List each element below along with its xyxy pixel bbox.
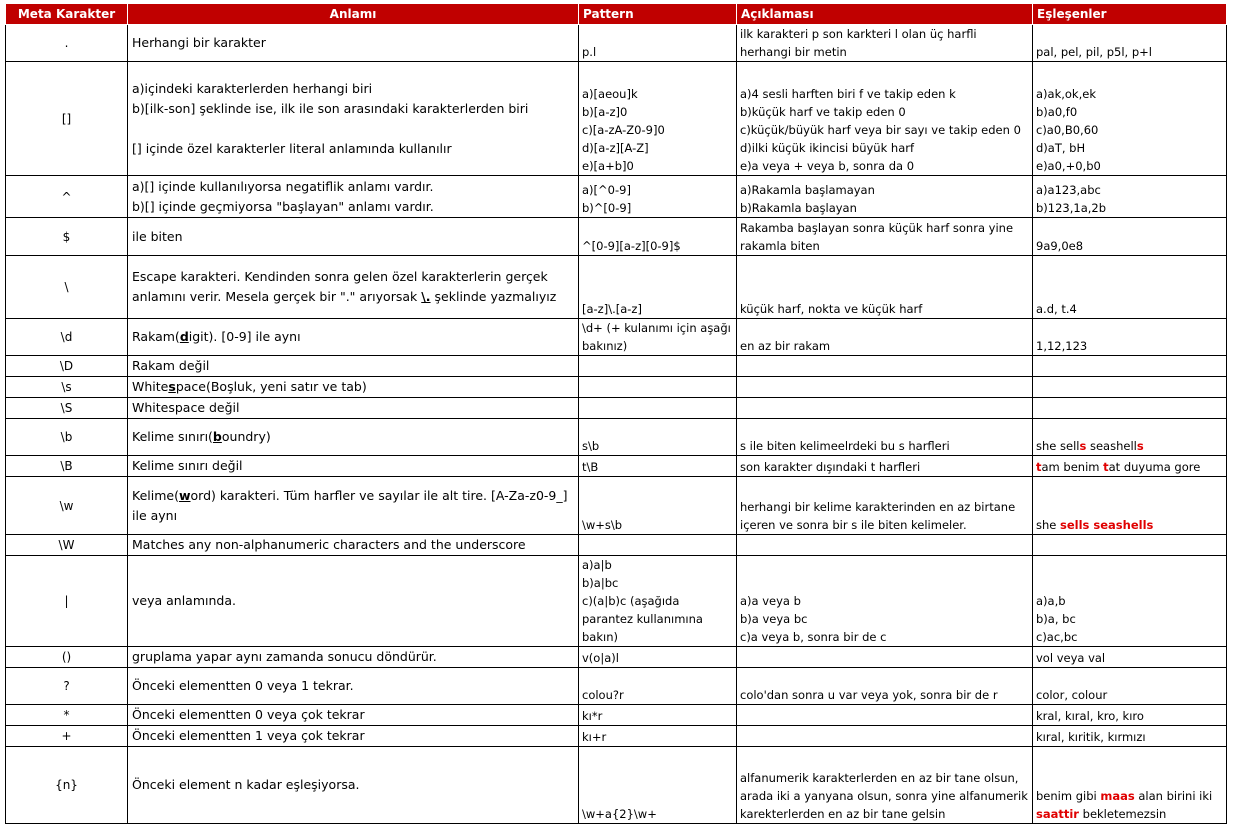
plain-text: seashell xyxy=(1086,439,1137,453)
highlight-text: saattir xyxy=(1036,807,1079,821)
table-row xyxy=(6,356,1227,377)
plain-text: she xyxy=(1036,518,1061,532)
cell-line: ile biten xyxy=(132,228,183,244)
cell-anlam xyxy=(128,556,579,647)
cell-line: Herhangi bir karakter xyxy=(132,35,266,50)
table-row xyxy=(6,668,1227,705)
cell-line: a)[] içinde kullanılıyorsa negatiflik anlamı vardır. xyxy=(132,178,434,194)
cell-eslesen xyxy=(1033,62,1227,176)
plain-text: am benim xyxy=(1041,460,1104,474)
header-meta: Meta Karakter xyxy=(6,4,128,25)
cell-meta: ^ xyxy=(6,176,128,218)
cell-eslesen xyxy=(1033,726,1227,747)
cell-line: b)Rakamla başlayan xyxy=(740,201,857,215)
cell-pattern xyxy=(579,356,737,377)
cell-eslesen xyxy=(1033,456,1227,477)
cell-eslesen xyxy=(1033,398,1227,419)
cell-pattern xyxy=(579,256,737,319)
cell-meta: \s xyxy=(6,377,128,398)
cell-pattern xyxy=(579,668,737,705)
cell-eslesen xyxy=(1033,747,1227,824)
cell-eslesen xyxy=(1033,319,1227,356)
cell-aciklama xyxy=(737,319,1033,356)
cell-line: a)a,b xyxy=(1036,594,1066,608)
table-row xyxy=(6,218,1227,256)
cell-line: [] içinde özel karakterler literal anlamında kullanılır xyxy=(132,140,452,156)
cell-meta: \S xyxy=(6,398,128,419)
cell-anlam xyxy=(128,256,579,319)
cell-line: \w+s\b xyxy=(582,518,623,532)
cell-line: vol veya val xyxy=(1036,651,1106,665)
cell-aciklama xyxy=(737,556,1033,647)
cell-eslesen xyxy=(1033,256,1227,319)
cell-line: c)a veya b, sonra bir de c xyxy=(740,630,887,644)
cell-line: a)[aeou]k xyxy=(582,87,638,101)
cell-pattern xyxy=(579,377,737,398)
cell-anlam xyxy=(128,456,579,477)
table-row xyxy=(6,419,1227,456)
cell-line: a)a veya b xyxy=(740,594,801,608)
cell-line: b)a|bc xyxy=(582,576,619,590)
emphasis-text: b xyxy=(212,429,222,444)
cell-pattern xyxy=(579,477,737,535)
cell-aciklama xyxy=(737,456,1033,477)
cell-meta: * xyxy=(6,705,128,726)
plain-text: at duyuma gore xyxy=(1108,460,1201,474)
cell-meta: [] xyxy=(6,62,128,176)
cell-line: d)aT, bH xyxy=(1036,141,1086,155)
cell-pattern xyxy=(579,419,737,456)
header-eslesen: Eşleşenler xyxy=(1033,4,1227,25)
cell-anlam xyxy=(128,747,579,824)
plain-text: benim gibi xyxy=(1036,789,1101,803)
cell-meta: \W xyxy=(6,535,128,556)
table-row xyxy=(6,456,1227,477)
cell-line: [a-z]\.[a-z] xyxy=(582,302,642,316)
cell-pattern xyxy=(579,319,737,356)
cell-aciklama xyxy=(737,419,1033,456)
header-pattern: Pattern xyxy=(579,4,737,25)
cell-aciklama xyxy=(737,747,1033,824)
cell-anlam xyxy=(128,398,579,419)
cell-line: a)içindeki karakterlerden herhangi biri xyxy=(132,80,373,96)
cell-meta: \d xyxy=(6,319,128,356)
cell-line: gruplama yapar aynı zamanda sonucu döndürür. xyxy=(132,649,437,664)
cell-anlam xyxy=(128,419,579,456)
plain-text: ord) karakteri. Tüm harfler ve sayılar ile alt tire. [A-Za-z0-9_] ile aynı xyxy=(132,487,568,523)
highlight-text: t xyxy=(1036,460,1042,474)
emphasis-text: d xyxy=(179,329,189,344)
cell-line: Matches any non-alphanumeric characters and the underscore xyxy=(132,537,526,552)
cell-anlam xyxy=(128,705,579,726)
cell-line: a)Rakamla başlamayan xyxy=(740,183,875,197)
table-row xyxy=(6,398,1227,419)
cell-pattern xyxy=(579,25,737,62)
cell-pattern xyxy=(579,62,737,176)
cell-eslesen xyxy=(1033,668,1227,705)
cell-line: c)[a-zA-Z0-9]0 xyxy=(582,123,665,137)
cell-aciklama xyxy=(737,62,1033,176)
cell-eslesen xyxy=(1033,535,1227,556)
cell-line: b)[] içinde geçmiyorsa "başlayan" anlamı vardır. xyxy=(132,198,434,214)
cell-line: b)a, bc xyxy=(1036,612,1076,626)
cell-line: v(o|a)l xyxy=(582,651,619,665)
cell-line: b)[ilk-son] şeklinde ise, ilk ile son arasındaki karakterlerden biri xyxy=(132,100,529,116)
table-row xyxy=(6,556,1227,647)
plain-text: she sell xyxy=(1036,439,1080,453)
cell-aciklama xyxy=(737,25,1033,62)
cell-pattern xyxy=(579,456,737,477)
cell-line: küçük harf, nokta ve küçük harf xyxy=(740,302,923,316)
cell-meta: \D xyxy=(6,356,128,377)
cell-line: a)[^0-9] xyxy=(582,183,631,197)
cell-line: a.d, t.4 xyxy=(1036,302,1077,316)
header-aciklama: Açıklaması xyxy=(737,4,1033,25)
cell-aciklama xyxy=(737,176,1033,218)
header-anlam: Anlamı xyxy=(128,4,579,25)
cell-line: a)a|b xyxy=(582,558,612,572)
table-row xyxy=(6,647,1227,668)
cell-line: s ile biten kelimeelrdeki bu s harfleri xyxy=(740,439,950,453)
cell-line: t\B xyxy=(582,460,599,474)
cell-aciklama xyxy=(737,726,1033,747)
highlight-text: s xyxy=(1079,439,1087,453)
cell-line: \w+a{2}\w+ xyxy=(582,807,657,821)
cell-meta: {n} xyxy=(6,747,128,824)
table-row xyxy=(6,256,1227,319)
cell-eslesen xyxy=(1033,377,1227,398)
cell-line: Rakamba başlayan sonra küçük harf sonra yine rakamla biten xyxy=(740,221,1014,253)
emphasis-text: \. xyxy=(421,289,431,304)
cell-anlam xyxy=(128,218,579,256)
plain-text: igit). [0-9] ile aynı xyxy=(188,329,301,344)
cell-line: ^[0-9][a-z][0-9]$ xyxy=(582,239,681,253)
cell-line: 1,12,123 xyxy=(1036,339,1088,353)
cell-line: Whitespace değil xyxy=(132,400,240,415)
cell-line: Önceki elementten 0 veya 1 tekrar. xyxy=(132,678,354,693)
cell-pattern xyxy=(579,726,737,747)
cell-pattern xyxy=(579,218,737,256)
highlight-text: s xyxy=(1136,439,1144,453)
cell-eslesen xyxy=(1033,25,1227,62)
cell-line: b)a0,f0 xyxy=(1036,105,1078,119)
emphasis-text: w xyxy=(178,487,191,503)
cell-meta: \b xyxy=(6,419,128,456)
cell-line: b)[a-z]0 xyxy=(582,105,628,119)
cell-eslesen xyxy=(1033,356,1227,377)
plain-text: Kelime sınırı( xyxy=(132,429,213,444)
cell-anlam xyxy=(128,25,579,62)
cell-line: p.l xyxy=(582,45,597,59)
cell-line: kral, kıral, kro, kıro xyxy=(1036,709,1144,723)
cell-meta: \ xyxy=(6,256,128,319)
plain-text: pace(Boşluk, yeni satır ve tab) xyxy=(175,379,367,394)
cell-line: Rakam değil xyxy=(132,358,210,373)
plain-text: bekletemezsin xyxy=(1078,807,1167,821)
cell-anlam xyxy=(128,647,579,668)
table-row xyxy=(6,535,1227,556)
cell-aciklama xyxy=(737,377,1033,398)
cell-aciklama xyxy=(737,535,1033,556)
cell-pattern xyxy=(579,398,737,419)
cell-line: 9a9,0e8 xyxy=(1036,239,1084,253)
cell-eslesen xyxy=(1033,419,1227,456)
cell-aciklama xyxy=(737,477,1033,535)
cell-line: en az bir rakam xyxy=(740,339,831,353)
cell-eslesen xyxy=(1033,477,1227,535)
highlight-text: t xyxy=(1103,460,1109,474)
table-row xyxy=(6,477,1227,535)
cell-anlam xyxy=(128,176,579,218)
cell-line: color, colour xyxy=(1036,688,1108,702)
cell-line: a)a123,abc xyxy=(1036,183,1101,197)
cell-aciklama xyxy=(737,705,1033,726)
cell-anlam xyxy=(128,726,579,747)
plain-text: Kelime( xyxy=(132,487,179,503)
cell-line: e)a0,+0,b0 xyxy=(1036,159,1101,173)
cell-meta: $ xyxy=(6,218,128,256)
cell-line: alfanumerik karakterlerden en az bir tane olsun, arada iki a yanyana olsun, sonra yine alfanumerik karekterlerden en az bir tane gelsin xyxy=(740,771,1028,821)
plain-text: White xyxy=(132,379,169,394)
cell-line: herhangi bir kelime karakterinden en az birtane içeren ve sonra bir s ile biten kelimeler. xyxy=(740,500,1016,532)
cell-meta: + xyxy=(6,726,128,747)
highlight-text: sells seashells xyxy=(1060,518,1154,532)
table-row xyxy=(6,319,1227,356)
cell-eslesen xyxy=(1033,218,1227,256)
cell-aciklama xyxy=(737,356,1033,377)
cell-line: colo'dan sonra u var veya yok, sonra bir de r xyxy=(740,688,998,702)
cell-line: b)a veya bc xyxy=(740,612,808,626)
cell-line: kıral, kıritik, kırmızı xyxy=(1036,730,1146,744)
cell-anlam xyxy=(128,668,579,705)
cell-line: colou?r xyxy=(582,688,624,702)
cell-anlam xyxy=(128,477,579,535)
cell-line: e)[a+b]0 xyxy=(582,159,634,173)
cell-pattern xyxy=(579,556,737,647)
table-row xyxy=(6,377,1227,398)
cell-line: d)ilki küçük ikincisi büyük harf xyxy=(740,141,915,155)
cell-line: kı+r xyxy=(582,730,607,744)
cell-line: veya anlamında. xyxy=(132,593,236,608)
plain-text: oundry) xyxy=(221,429,271,444)
cell-eslesen xyxy=(1033,556,1227,647)
cell-line: b)123,1a,2b xyxy=(1036,201,1107,215)
cell-aciklama xyxy=(737,218,1033,256)
plain-text: şeklinde yazmalıyız xyxy=(430,289,557,304)
cell-meta: | xyxy=(6,556,128,647)
cell-pattern xyxy=(579,705,737,726)
cell-eslesen xyxy=(1033,647,1227,668)
cell-line: s\b xyxy=(582,439,600,453)
cell-line: b)^[0-9] xyxy=(582,201,632,215)
cell-anlam xyxy=(128,356,579,377)
highlight-text: maas xyxy=(1100,789,1135,803)
cell-pattern xyxy=(579,176,737,218)
cell-line: pal, pel, pil, p5l, p+l xyxy=(1036,45,1152,59)
cell-pattern xyxy=(579,535,737,556)
cell-line: d)[a-z][A-Z] xyxy=(582,141,649,155)
cell-line: Önceki element n kadar eşleşiyorsa. xyxy=(132,777,360,792)
cell-eslesen xyxy=(1033,176,1227,218)
cell-meta: ? xyxy=(6,668,128,705)
cell-aciklama xyxy=(737,668,1033,705)
cell-line: a)ak,ok,ek xyxy=(1036,87,1096,101)
cell-line: son karakter dışındaki t harfleri xyxy=(740,460,921,474)
cell-meta: . xyxy=(6,25,128,62)
cell-meta: () xyxy=(6,647,128,668)
cell-meta: \w xyxy=(6,477,128,535)
cell-line: kı*r xyxy=(582,709,603,723)
plain-text: alan birini iki xyxy=(1134,789,1213,803)
cell-aciklama xyxy=(737,256,1033,319)
cell-anlam xyxy=(128,62,579,176)
cell-anlam xyxy=(128,377,579,398)
cell-anlam xyxy=(128,535,579,556)
cell-line xyxy=(132,119,575,139)
table-row xyxy=(6,726,1227,747)
cell-line: Önceki elementten 0 veya çok tekrar xyxy=(132,707,365,722)
header-row xyxy=(6,4,1227,25)
cell-aciklama xyxy=(737,398,1033,419)
table-row xyxy=(6,747,1227,824)
cell-line: ilk karakteri p son karkteri l olan üç harfli herhangi bir metin xyxy=(740,27,977,59)
cell-line: c)küçük/büyük harf veya bir sayı ve takip eden 0 xyxy=(740,123,1021,137)
cell-line: b)küçük harf ve takip eden 0 xyxy=(740,105,906,119)
cell-line: c)ac,bc xyxy=(1036,630,1078,644)
cell-line: \d+ (+ kulanımı için aşağı bakınız) xyxy=(582,321,731,353)
cell-line: Kelime sınırı değil xyxy=(132,458,243,473)
cell-meta: \B xyxy=(6,456,128,477)
table-row xyxy=(6,62,1227,176)
cell-line: e)a veya + veya b, sonra da 0 xyxy=(740,159,915,173)
cell-anlam xyxy=(128,319,579,356)
cell-line: c)(a|b)c (aşağıda parantez kullanımına bakın) xyxy=(582,594,703,644)
regex-meta-table xyxy=(5,3,1227,824)
cell-pattern xyxy=(579,747,737,824)
cell-line: a)4 sesli harften biri f ve takip eden k xyxy=(740,87,956,101)
table-row xyxy=(6,705,1227,726)
cell-pattern xyxy=(579,647,737,668)
cell-aciklama xyxy=(737,647,1033,668)
plain-text: Escape karakteri. Kendinden sonra gelen özel karakterlerin gerçek anlamını verir. Mesela gerçek bir "." arıyorsak xyxy=(132,269,548,304)
table-row xyxy=(6,176,1227,218)
emphasis-text: s xyxy=(168,379,176,394)
cell-eslesen xyxy=(1033,705,1227,726)
table-row xyxy=(6,25,1227,62)
cell-line: c)a0,B0,60 xyxy=(1036,123,1099,137)
plain-text: Rakam( xyxy=(132,329,180,344)
cell-line: Önceki elementten 1 veya çok tekrar xyxy=(132,728,365,743)
